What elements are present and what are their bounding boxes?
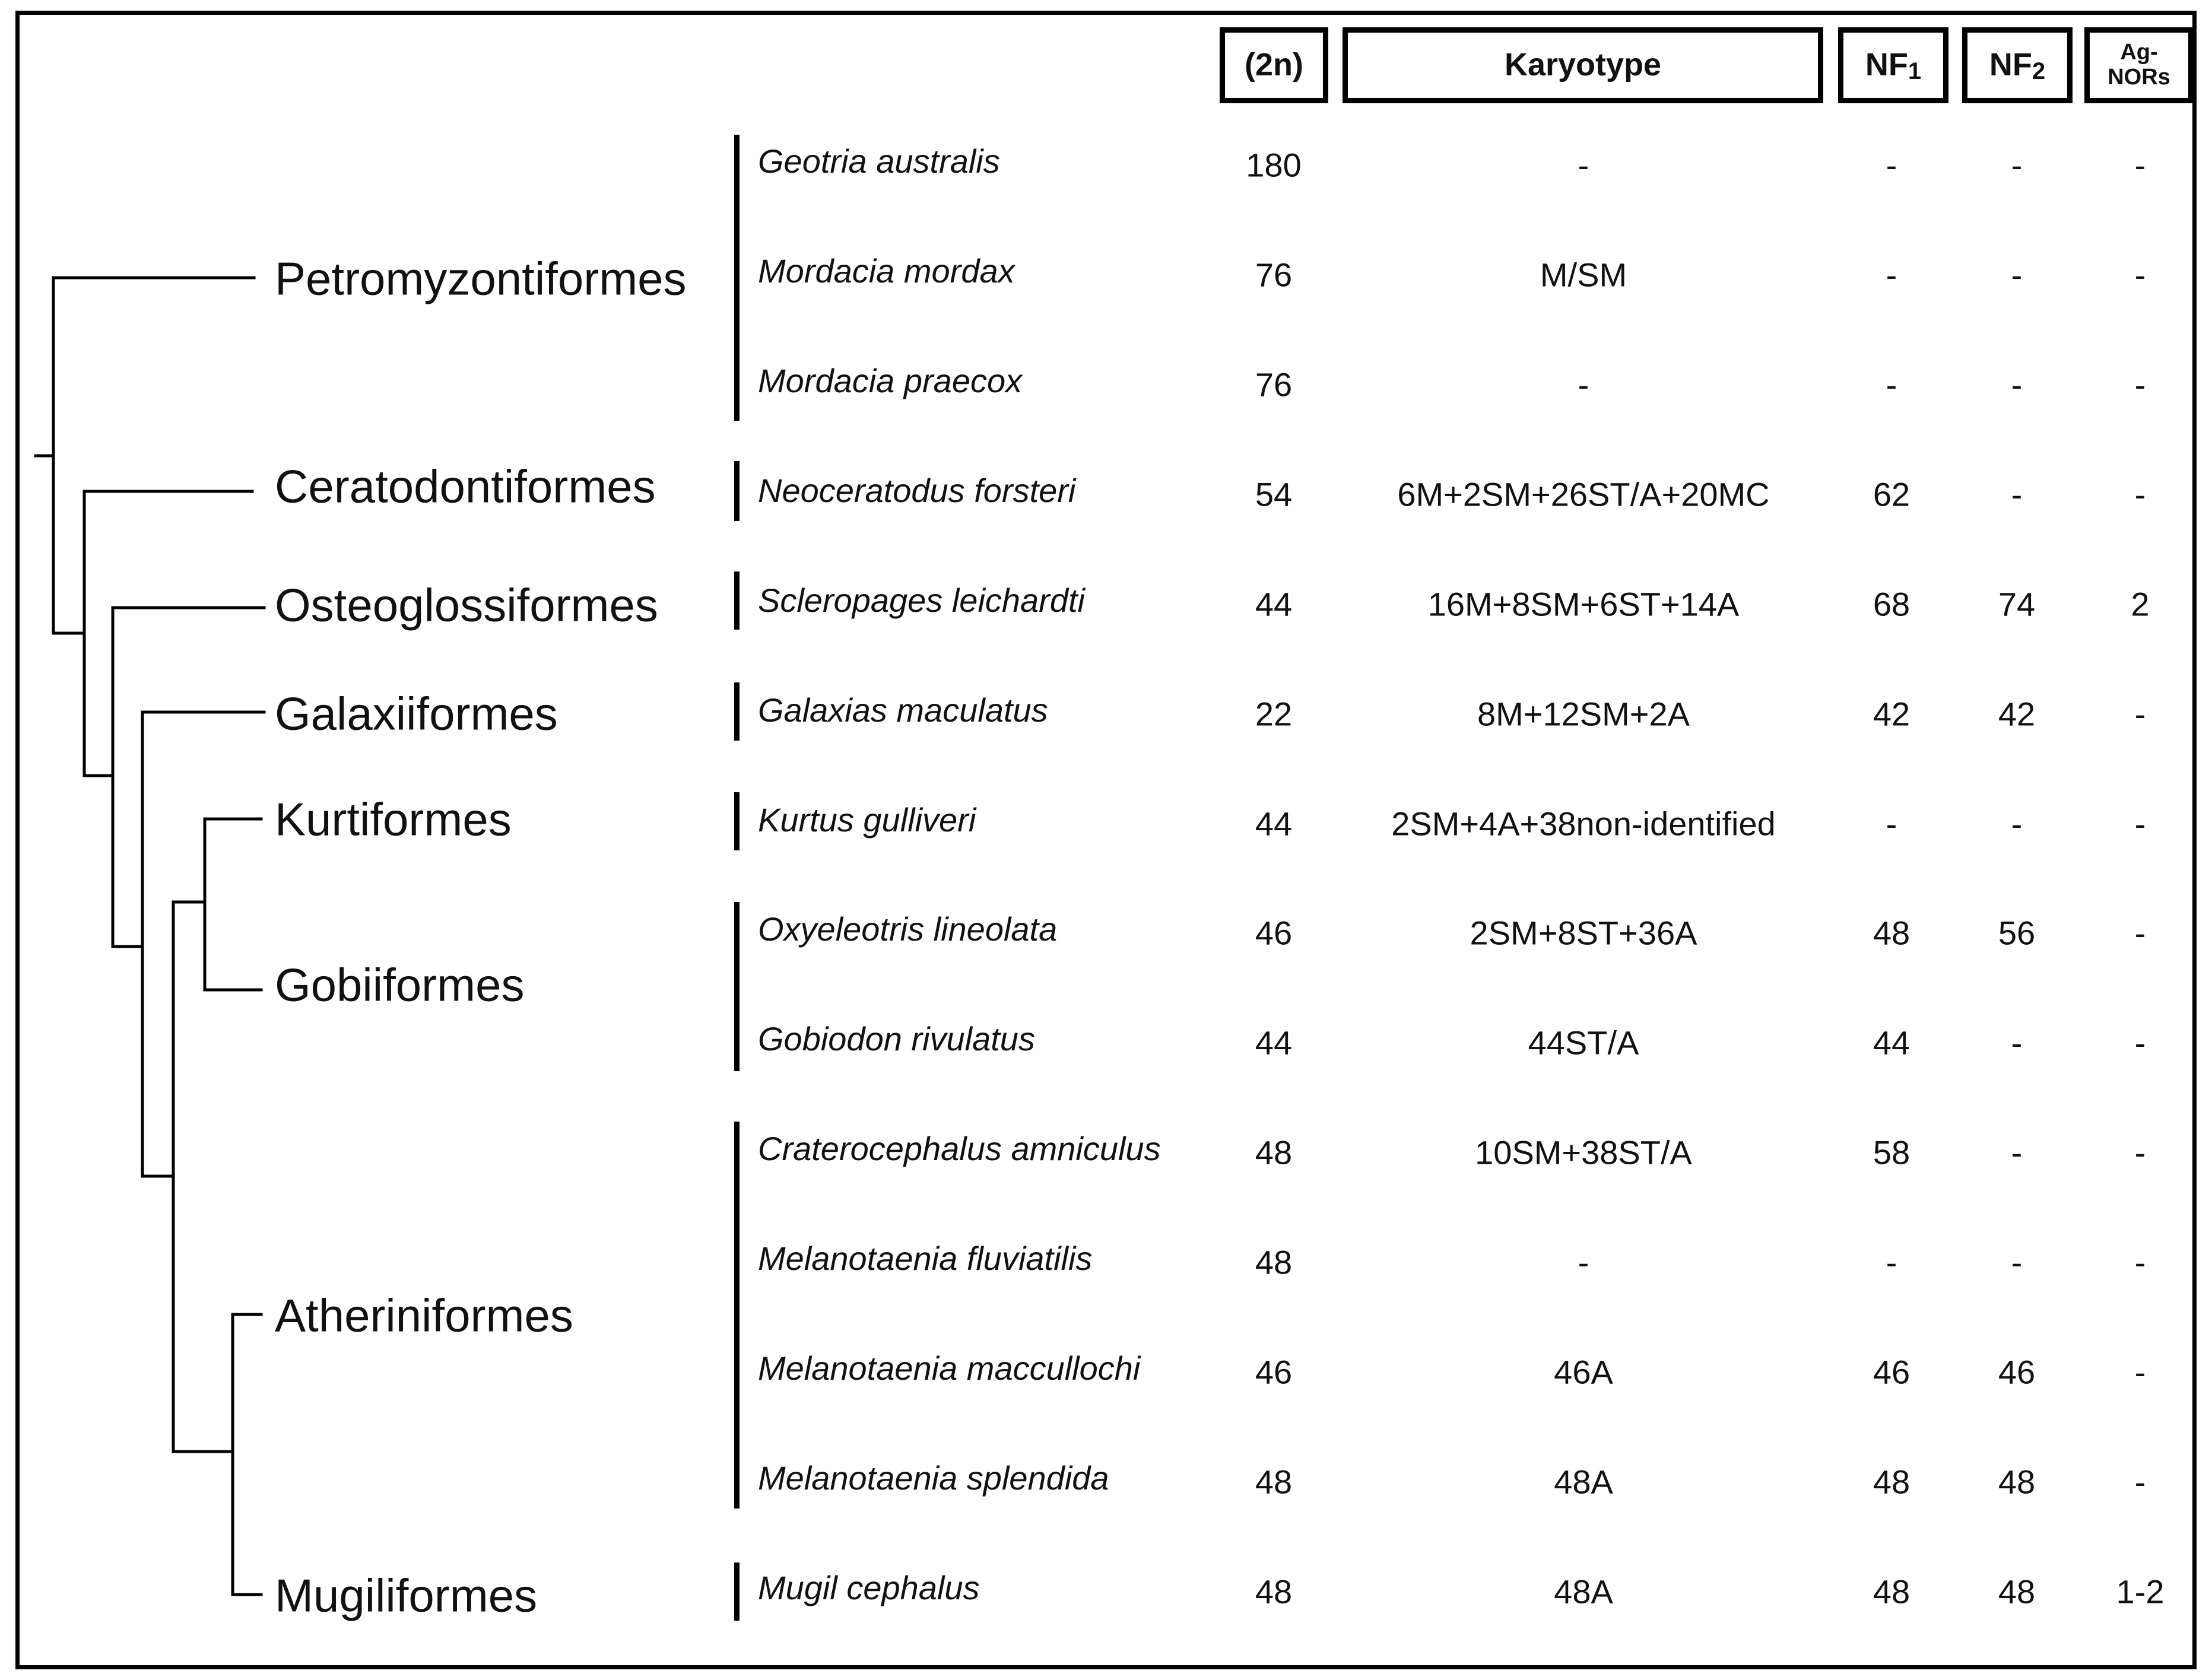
cell-karyotype: 46A (1554, 1353, 1613, 1391)
cell-2n: 48 (1255, 1243, 1293, 1281)
bracket-osteoglossiformes (734, 571, 740, 630)
bracket-kurtiformes (734, 792, 740, 850)
header-nf2-subscript: 2 (2032, 58, 2046, 84)
species-name: Oxyeleotris lineolata (758, 910, 1058, 948)
cell-nf2: 74 (1998, 585, 2036, 623)
cell-karyotype: - (1578, 366, 1589, 404)
cell-nf2: - (2011, 256, 2023, 294)
cell-nf1: 48 (1873, 914, 1910, 952)
cell-ag-nors: 2 (2131, 585, 2150, 623)
cell-2n: 44 (1255, 1024, 1293, 1062)
cell-2n: 46 (1255, 914, 1293, 952)
cell-ag-nors: - (2134, 1463, 2146, 1501)
cell-ag-nors: - (2134, 1133, 2146, 1171)
cell-2n: 54 (1255, 475, 1293, 513)
header-nf2-label: NF (1989, 47, 2032, 83)
species-name: Gobiodon rivulatus (758, 1020, 1035, 1057)
cell-2n: 76 (1255, 366, 1293, 404)
cell-2n: 48 (1255, 1463, 1293, 1501)
species-name: Kurtus gulliveri (758, 801, 976, 839)
bracket-petromyzontiformes (734, 135, 740, 421)
cell-2n: 48 (1255, 1133, 1293, 1171)
cell-nf1: - (1886, 1243, 1897, 1281)
order-petromyzontiformes: Petromyzontiformes (275, 252, 687, 305)
cell-karyotype: 44ST/A (1528, 1024, 1639, 1062)
cell-nf2: - (2011, 1024, 2023, 1062)
order-ceratodontiformes: Ceratodontiformes (275, 460, 656, 513)
cell-nf1: - (1886, 146, 1897, 184)
cell-karyotype: 6M+2SM+26ST/A+20MC (1397, 475, 1770, 513)
cell-nf1: - (1886, 256, 1897, 294)
cell-nf2: 42 (1998, 695, 2036, 733)
species-name: Geotria australis (758, 142, 1000, 180)
cell-nf2: 48 (1998, 1463, 2036, 1501)
cell-2n: 48 (1255, 1573, 1293, 1611)
species-name: Scleropages leichardti (758, 582, 1085, 619)
header-nf1-label: NF (1865, 47, 1908, 83)
header-diploid-label: (2n) (1245, 47, 1303, 83)
cell-nf1: 68 (1873, 585, 1910, 623)
cell-nf1: - (1886, 366, 1897, 404)
cell-nf1: 58 (1873, 1133, 1910, 1171)
cell-ag-nors: - (2134, 366, 2146, 404)
cell-karyotype: 10SM+38ST/A (1475, 1133, 1692, 1171)
cell-karyotype: 48A (1554, 1463, 1613, 1501)
cell-ag-nors: - (2134, 146, 2146, 184)
cell-ag-nors: - (2134, 1024, 2146, 1062)
cell-2n: 180 (1246, 146, 1302, 184)
species-name: Melanotaenia splendida (758, 1459, 1109, 1497)
cell-nf1: - (1886, 805, 1897, 843)
cell-nf2: 56 (1998, 914, 2036, 952)
bracket-mugiliformes (734, 1563, 740, 1621)
cell-nf2: 46 (1998, 1353, 2036, 1391)
header-nf1-subscript: 1 (1908, 58, 1922, 84)
cell-ag-nors: - (2134, 1353, 2146, 1391)
order-gobiiformes: Gobiiformes (275, 958, 525, 1011)
cell-karyotype: 2SM+4A+38non-identified (1391, 805, 1776, 843)
cell-karyotype: 2SM+8ST+36A (1470, 914, 1697, 952)
species-name: Melanotaenia maccullochi (758, 1349, 1141, 1387)
header-karyotype-label: Karyotype (1504, 47, 1662, 83)
cell-ag-nors: - (2134, 256, 2146, 294)
species-name: Mordacia mordax (758, 252, 1015, 290)
order-kurtiformes: Kurtiformes (275, 793, 512, 846)
species-name: Melanotaenia fluviatilis (758, 1240, 1093, 1277)
species-name: Mugil cephalus (758, 1569, 980, 1606)
cell-ag-nors: - (2134, 475, 2146, 513)
cell-karyotype: - (1578, 1243, 1589, 1281)
cell-ag-nors: - (2134, 805, 2146, 843)
cell-2n: 44 (1255, 585, 1293, 623)
cell-nf2: - (2011, 1243, 2023, 1281)
cell-karyotype: - (1578, 146, 1589, 184)
cell-nf2: 48 (1998, 1573, 2036, 1611)
cell-2n: 44 (1255, 805, 1293, 843)
species-name: Mordacia praecox (758, 362, 1023, 399)
order-osteoglossiformes: Osteoglossiformes (275, 579, 658, 631)
bracket-galaxiiformes (734, 682, 740, 741)
cell-nf1: 42 (1873, 695, 1910, 733)
cell-karyotype: M/SM (1540, 256, 1627, 294)
cell-nf2: - (2011, 1133, 2023, 1171)
cell-karyotype: 48A (1554, 1573, 1613, 1611)
cell-ag-nors: - (2134, 1243, 2146, 1281)
cell-ag-nors: - (2134, 695, 2146, 733)
cell-nf2: - (2011, 805, 2023, 843)
cell-nf2: - (2011, 366, 2023, 404)
cell-2n: 76 (1255, 256, 1293, 294)
cell-karyotype: 16M+8SM+6ST+14A (1427, 585, 1740, 623)
order-atheriniformes: Atheriniformes (275, 1289, 573, 1342)
cell-2n: 22 (1255, 695, 1293, 733)
bracket-gobiiformes (734, 902, 740, 1071)
cell-nf1: 62 (1873, 475, 1910, 513)
cell-karyotype: 8M+12SM+2A (1477, 695, 1690, 733)
bracket-atheriniformes (734, 1122, 740, 1508)
order-mugiliformes: Mugiliformes (275, 1569, 538, 1622)
cell-2n: 46 (1255, 1353, 1293, 1391)
cell-nf2: - (2011, 475, 2023, 513)
header-ag-nors-line1: Ag- (2120, 40, 2158, 65)
cell-nf1: 46 (1873, 1353, 1910, 1391)
species-name: Craterocephalus amniculus (758, 1130, 1161, 1167)
cell-nf1: 48 (1873, 1463, 1910, 1501)
cell-ag-nors: - (2134, 914, 2146, 952)
species-name: Galaxias maculatus (758, 691, 1048, 729)
bracket-ceratodontiformes (734, 461, 740, 521)
cell-nf1: 48 (1873, 1573, 1910, 1611)
species-name: Neoceratodus forsteri (758, 472, 1076, 509)
cell-ag-nors: 1-2 (2116, 1573, 2165, 1611)
header-ag-nors-line2: NORs (2108, 65, 2170, 90)
cell-nf2: - (2011, 146, 2023, 184)
cell-nf1: 44 (1873, 1024, 1910, 1062)
order-galaxiiformes: Galaxiiformes (275, 687, 558, 740)
